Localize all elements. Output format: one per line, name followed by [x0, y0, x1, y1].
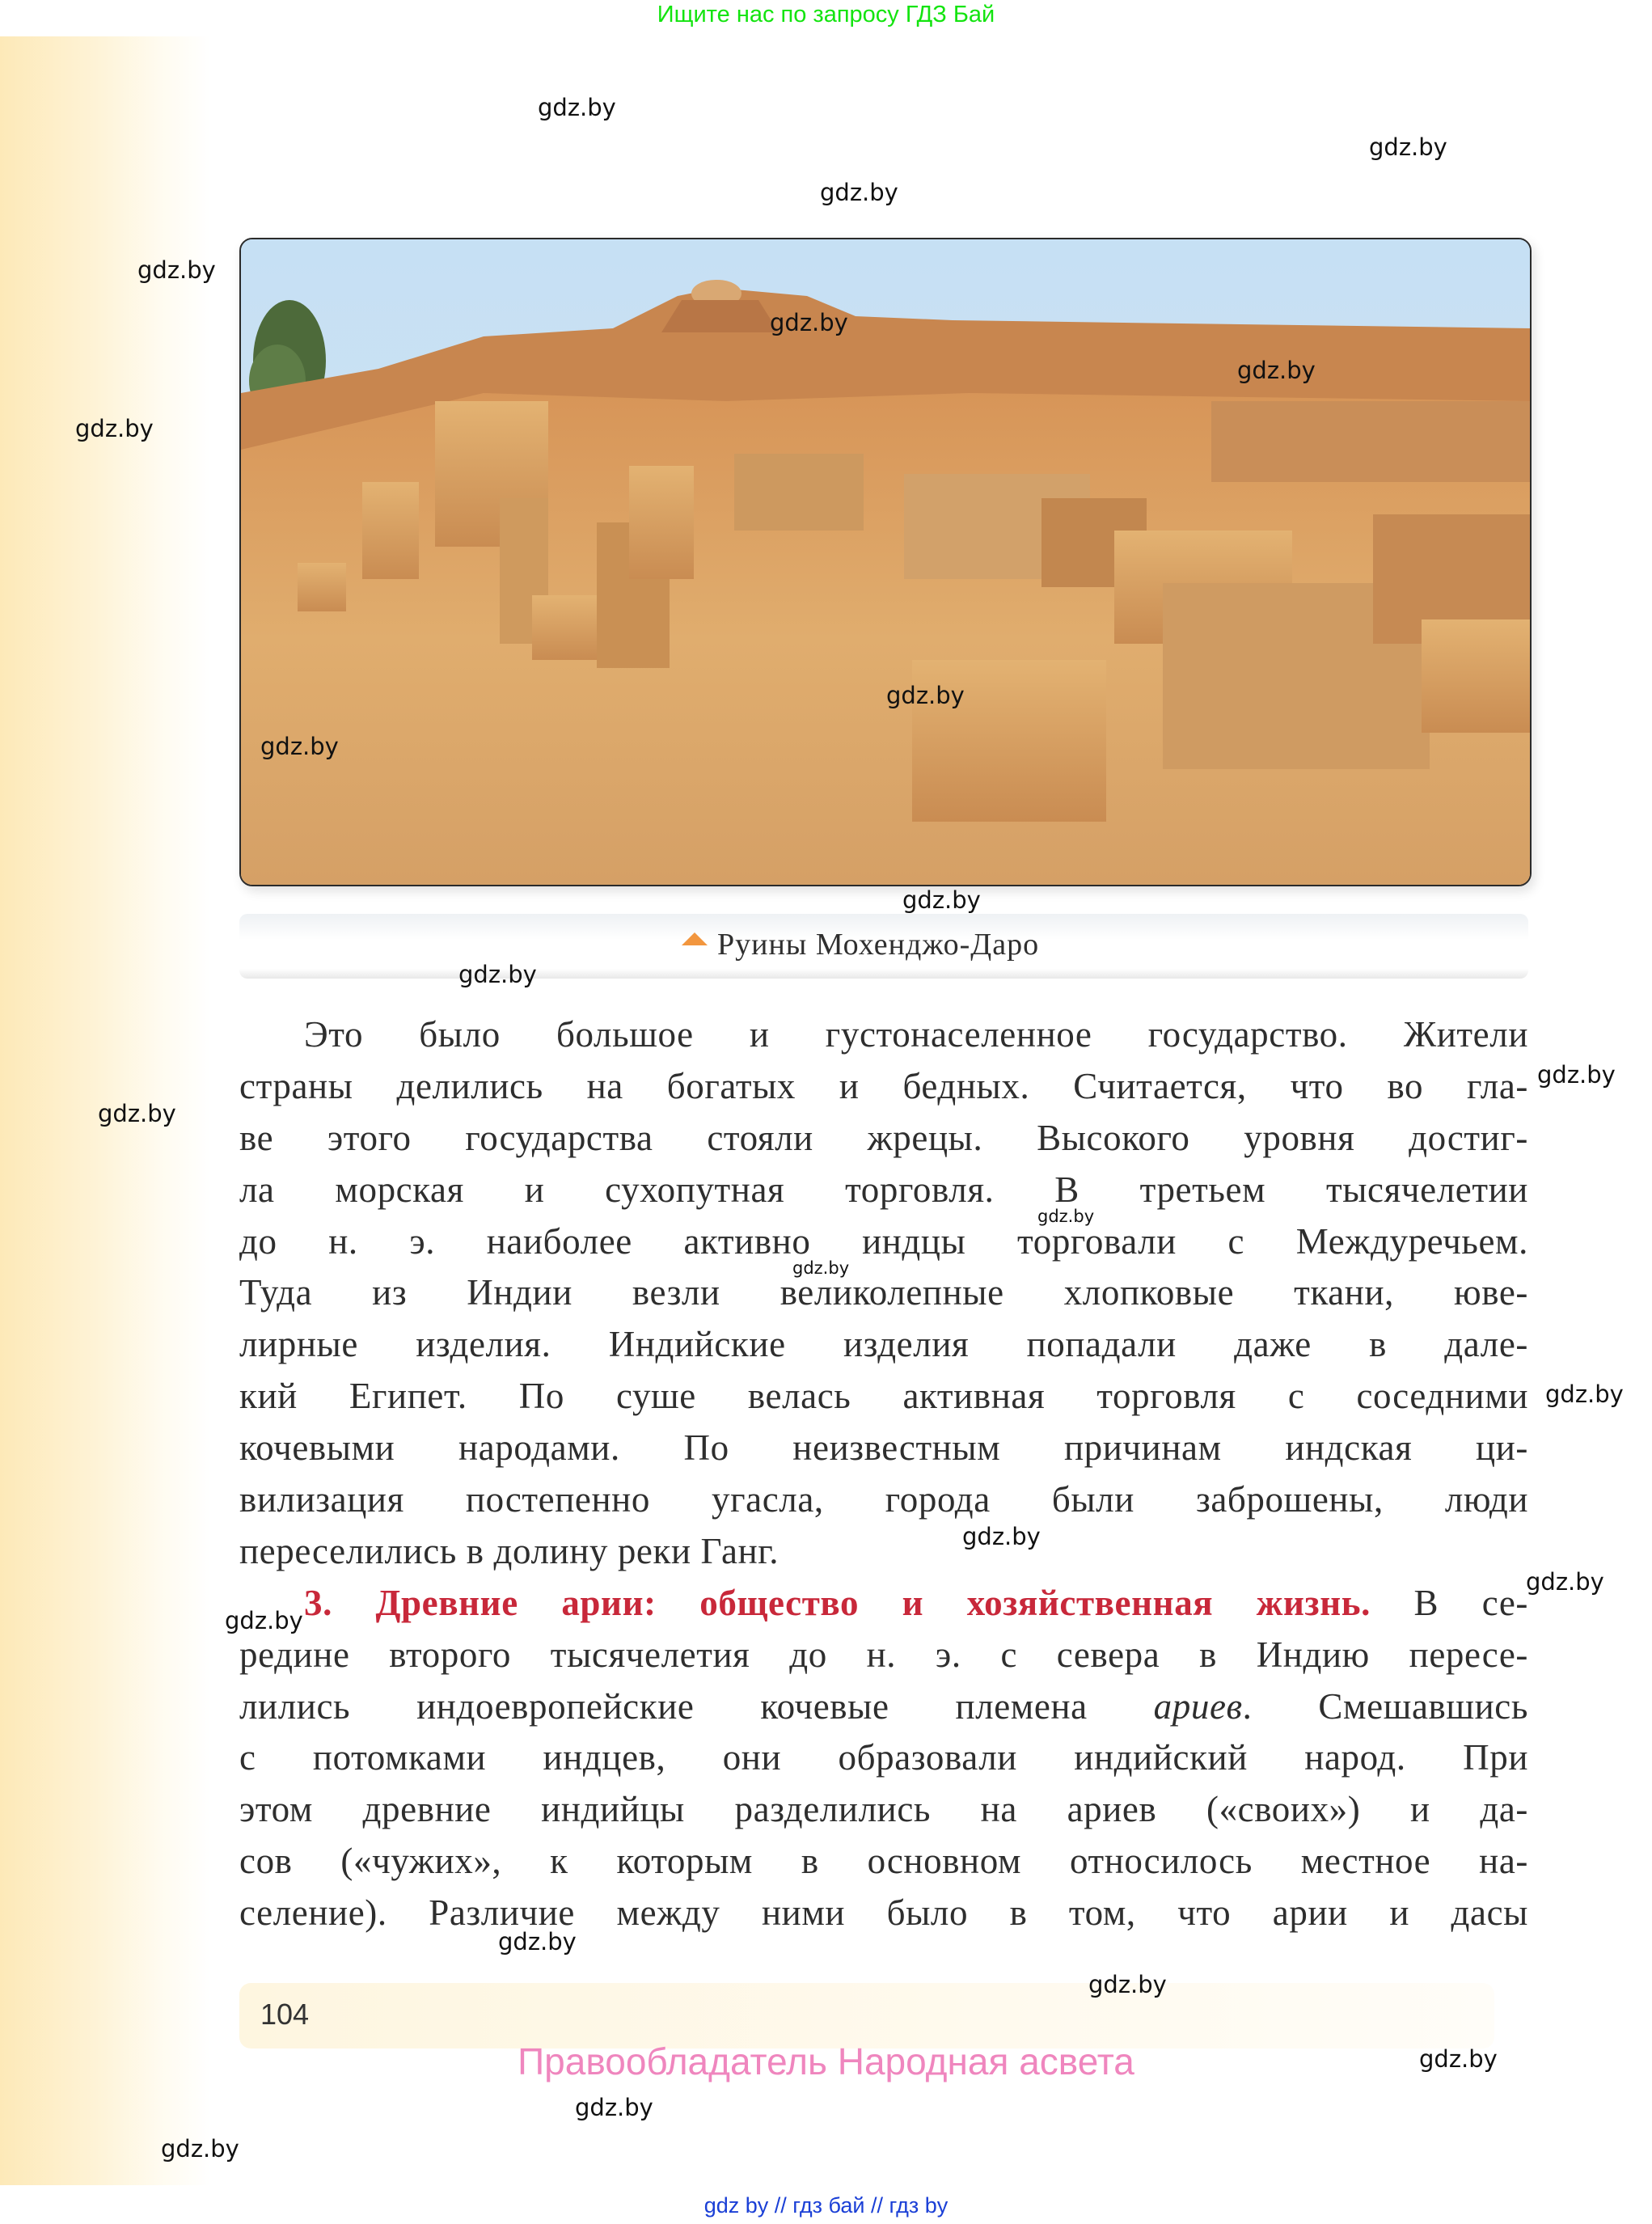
text-line: этом древние индийцы разделились на ариев («своих») и да-	[239, 1789, 1528, 1830]
watermark: gdz.by	[137, 256, 216, 284]
watermark: gdz.by	[1419, 2045, 1498, 2073]
watermark: gdz.by	[458, 961, 537, 988]
watermark: gdz.by	[1237, 357, 1316, 384]
text-line: ве этого государства стояли жрецы. Высокого уровня достиг-	[239, 1117, 1528, 1158]
rights-holder: Правообладатель Народная асвета	[518, 2040, 1134, 2082]
watermark: gdz.by	[575, 2094, 653, 2121]
text-fragment: лились индоевропейские кочевые племена	[239, 1685, 1154, 1727]
text-line: лирные изделия. Индийские изделия попадали даже в дале-	[239, 1324, 1528, 1365]
ruins-photo-illustration	[241, 239, 1530, 885]
italic-term: ариев	[1153, 1685, 1243, 1727]
watermark: gdz.by	[98, 1100, 176, 1127]
watermark: gdz.by	[1088, 1971, 1167, 1998]
caption-marker-icon	[682, 932, 708, 945]
text-line: сов («чужих», к которым в основном относилось местное на-	[239, 1841, 1528, 1882]
section-heading: 3. Древние арии: общество и хозяйственная жизнь.	[304, 1582, 1371, 1623]
watermark: gdz.by	[1037, 1207, 1095, 1226]
watermark: gdz.by	[161, 2135, 239, 2163]
text-line: ла морская и сухопутная торговля. В третьем тысячелетии	[239, 1169, 1528, 1210]
text-line: страны делились на богатых и бедных. Считается, что во гла-	[239, 1065, 1528, 1106]
caption-text: Руины Мохенджо-Даро	[717, 928, 1040, 962]
watermark: gdz.by	[792, 1258, 850, 1278]
text-line: селение). Различие между ними было в том, что арии и дасы	[239, 1892, 1528, 1934]
watermark: gdz.by	[260, 733, 339, 760]
text-line: кочевыми народами. По неизвестным причинам индская ци-	[239, 1427, 1528, 1469]
figure-photo	[239, 238, 1532, 886]
footer-links[interactable]: gdz by // гдз бай // гдз by	[703, 2193, 949, 2218]
page-number-bar	[239, 1983, 1494, 2049]
figure-caption	[682, 924, 1039, 965]
search-banner[interactable]: Ищите нас по запросу ГДЗ Бай	[657, 2, 995, 27]
body-text	[239, 1009, 1528, 1939]
text-line: редине второго тысячелетия до н. э. с севера в Индию пересе-	[239, 1634, 1528, 1675]
watermark: gdz.by	[962, 1523, 1041, 1550]
watermark: gdz.by	[1526, 1568, 1604, 1596]
section-heading-line	[239, 1578, 1528, 1630]
text-line: вилизация постепенно угасла, города были заброшены, люди	[239, 1479, 1528, 1520]
text-line: Это было большое и густонаселенное государство. Жители	[304, 1014, 1528, 1055]
watermark: gdz.by	[1369, 133, 1447, 161]
text-line: до н. э. наиболее активно индцы торговали с Междуречьем.	[239, 1220, 1528, 1262]
text-line: переселились в долину реки Ганг.	[239, 1530, 780, 1571]
watermark: gdz.by	[498, 1928, 577, 1956]
page-number: 104	[260, 1998, 310, 2031]
watermark: gdz.by	[902, 886, 981, 914]
watermark: gdz.by	[538, 94, 616, 121]
watermark: gdz.by	[1537, 1061, 1616, 1089]
text-fragment: В се-	[1413, 1582, 1528, 1623]
watermark: gdz.by	[225, 1607, 303, 1634]
text-fragment: . Смешавшись	[1242, 1685, 1528, 1727]
text-line	[239, 1681, 1528, 1733]
watermark: gdz.by	[75, 415, 154, 442]
text-line: Туда из Индии везли великолепные хлопковые ткани, юве-	[239, 1272, 1528, 1313]
watermark: gdz.by	[886, 682, 965, 709]
text-line: кий Египет. По суше велась активная торговля с соседними	[239, 1376, 1528, 1417]
watermark: gdz.by	[770, 309, 848, 336]
text-line: с потомками индцев, они образовали индийский народ. При	[239, 1737, 1528, 1778]
watermark: gdz.by	[1545, 1380, 1624, 1408]
watermark: gdz.by	[820, 179, 898, 206]
